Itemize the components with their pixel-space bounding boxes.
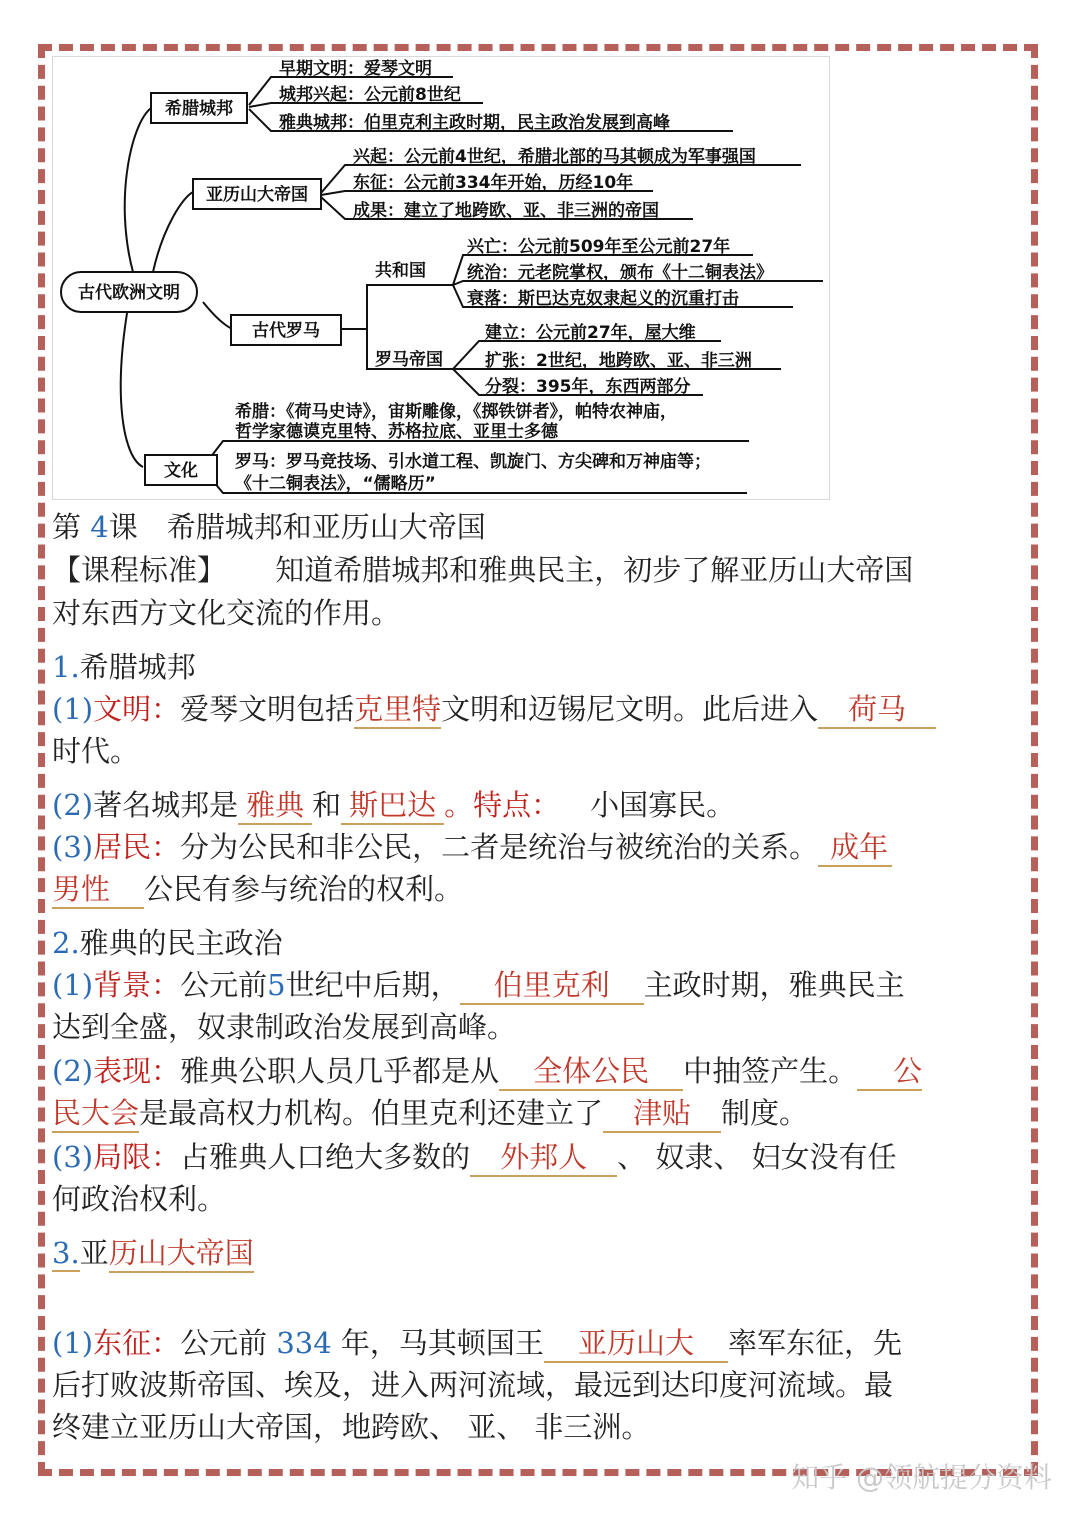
s1-p3-label: 居民： [93, 830, 181, 864]
answer-blank: 斯巴达 [341, 787, 444, 825]
s3-p1-line1 [52, 1323, 902, 1363]
s1-p1-num: (1) [52, 692, 94, 726]
s3-p1-line2: 后打败波斯帝国、埃及，进入两河流域，最远到达印度河流域。最 [52, 1368, 894, 1402]
section1-heading [52, 647, 196, 687]
mindmap-root: 古代欧洲文明 [78, 283, 180, 303]
s2-p2-num: (2) [52, 1054, 94, 1088]
mindmap-culture-line: 罗马：罗马竞技场、引水道工程、凯旋门、方尖碑和万神庙等； [235, 452, 711, 472]
answer-blank: 伯里克利 [460, 967, 644, 1005]
mindmap-greece-item: 城邦兴起：公元前8世纪 [279, 85, 461, 105]
mindmap-rome-label: 古代罗马 [252, 321, 320, 341]
s2-p2-text: 中抽签产生。 [683, 1054, 858, 1088]
s2-p2-line2 [52, 1093, 808, 1133]
mindmap-empire-item: 扩张：2世纪，地跨欧、亚、非三洲 [485, 351, 752, 371]
s2-p3-line2: 何政治权利。 [52, 1182, 227, 1216]
s3-p1-num: (1) [52, 1326, 94, 1360]
answer-blank: 成年 [818, 829, 892, 867]
answer-blank: 津贴 [603, 1095, 721, 1133]
mindmap-republic-item: 统治：元老院掌权，颁布《十二铜表法》 [467, 263, 773, 283]
s1-p3-line2 [52, 869, 463, 909]
s3-p1-text: 年，马其顿国王 [340, 1326, 544, 1360]
section1-num: 1. [52, 650, 80, 684]
standard-line-2: 对东西方文化交流的作用。 [52, 596, 401, 630]
answer-blank: 全体公民 [499, 1053, 683, 1091]
s2-p2-text: 制度。 [721, 1096, 809, 1130]
answer-blank: 民大会 [52, 1095, 139, 1133]
s3-p1-text: 公元前 [180, 1326, 268, 1360]
s2-p3-label: 局限： [93, 1140, 181, 1174]
s2-p1-line1 [52, 965, 905, 1005]
s1-p3-text: 分为公民和非公民，二者是统治与被统治的关系。 [180, 830, 819, 864]
s1-p2-text: 和 [312, 788, 342, 822]
s1-p3-line1 [52, 827, 892, 867]
mindmap-greece-item: 早期文明：爱琴文明 [279, 59, 432, 79]
mindmap-empire-item: 建立：公元前27年，屋大维 [485, 323, 696, 343]
answer-blank: 雅典 [238, 787, 312, 825]
lesson-title [52, 507, 486, 547]
standard-line-1 [52, 550, 913, 590]
mindmap-greece-item: 雅典城邦：伯里克利主政时期，民主政治发展到高峰 [279, 113, 670, 133]
mindmap-republic-label: 共和国 [375, 261, 426, 281]
s1-p3-num: (3) [52, 830, 94, 864]
s2-p1-number: 5 [267, 968, 286, 1002]
s1-p1-text: 爱琴文明包括 [180, 692, 355, 726]
s3-p1-line3: 终建立亚历山大帝国，地跨欧、 亚、 非三洲。 [52, 1410, 651, 1444]
answer-blank: 外邦人 [470, 1139, 617, 1177]
mindmap-empire-item: 分裂：395年，东西两部分 [485, 377, 691, 397]
s1-p2 [52, 785, 735, 825]
section2-title: 雅典的民主政治 [79, 926, 283, 960]
section1-title: 希腊城邦 [79, 650, 196, 684]
s1-p1-line1 [52, 689, 936, 729]
mindmap-alexander-item: 兴起：公元前4世纪，希腊北部的马其顿成为军事强国 [353, 147, 756, 167]
mindmap-alexander-item: 成果：建立了地跨欧、亚、非三洲的帝国 [353, 201, 659, 221]
s1-p3-text: 公民有参与统治的权利。 [144, 872, 464, 906]
mindmap-culture-line: 《十二铜表法》，“儒略历” [235, 474, 436, 494]
standard-text: 知道希腊城邦和雅典民主，初步了解亚历山大帝国 [275, 553, 914, 587]
s1-p2-text: 著名城邦是 [93, 788, 239, 822]
section3-title-underlined: 历山大帝国 [109, 1235, 254, 1273]
watermark: 知乎 @领航提分资料 [791, 1461, 1052, 1494]
answer-blank: 男性 [52, 871, 144, 909]
title-num: 4 [90, 510, 109, 544]
s3-p1-number: 334 [276, 1326, 332, 1360]
s2-p1-text: 主政时期，雅典民主 [643, 968, 905, 1002]
s2-p2-line1 [52, 1051, 922, 1091]
section2-heading [52, 923, 283, 963]
mindmap-republic-item: 衰落：斯巴达克奴隶起义的沉重打击 [467, 289, 739, 309]
s2-p3-num: (3) [52, 1140, 94, 1174]
s2-p1-num: (1) [52, 968, 94, 1002]
answer-blank: 亚历山大 [544, 1325, 728, 1363]
s3-p1-label: 东征： [93, 1326, 181, 1360]
section3-title: 亚 [79, 1236, 109, 1270]
s3-p1-text: 率军东征，先 [727, 1326, 902, 1360]
answer-blank: 公 [857, 1053, 922, 1091]
section3-num: 3. [52, 1236, 80, 1270]
s1-p2-text: 小国寡民。 [590, 788, 736, 822]
s1-p1-label: 文明： [93, 692, 181, 726]
mindmap-republic-item: 兴亡：公元前509年至公元前27年 [467, 237, 731, 257]
answer-blank: 荷马 [818, 691, 936, 729]
s2-p3-line1 [52, 1137, 897, 1177]
mindmap-culture-line: 希腊：《荷马史诗》，宙斯雕像，《掷铁饼者》，帕特农神庙， [235, 402, 677, 422]
mindmap-alexander-item: 东征：公元前334年开始，历经10年 [353, 173, 634, 193]
s2-p3-text: 、 奴隶、 妇女没有任 [617, 1140, 897, 1174]
s1-p1-text: 文明和迈锡尼文明。此后进入 [441, 692, 819, 726]
s1-p2-num: (2) [52, 788, 94, 822]
s2-p1-label: 背景： [93, 968, 181, 1002]
section2-num: 2. [52, 926, 80, 960]
mindmap-svg [53, 57, 829, 499]
s2-p1-line2: 达到全盛，奴隶制政治发展到高峰。 [52, 1010, 517, 1044]
s2-p2-text: 雅典公职人员几乎都是从 [180, 1054, 500, 1088]
mindmap-culture-line: 哲学家德谟克里特、苏格拉底、亚里士多德 [235, 422, 558, 442]
s2-p1-text: 公元前 [180, 968, 268, 1002]
title-rest: 课 希腊城邦和亚历山大帝国 [108, 510, 486, 544]
title-prefix: 第 [52, 510, 82, 544]
standard-label: 【课程标准】 [52, 553, 227, 587]
s1-p1-line2: 时代。 [52, 734, 140, 768]
mindmap-figure [52, 56, 830, 500]
section3-heading [52, 1233, 254, 1273]
s1-p2-label: 。特点： [444, 788, 561, 822]
s2-p2-label: 表现： [93, 1054, 181, 1088]
mindmap-culture-label: 文化 [164, 461, 198, 481]
mindmap-greece-label: 希腊城邦 [165, 99, 233, 119]
answer-blank: 克里特 [354, 691, 441, 729]
mindmap-empire-label: 罗马帝国 [375, 350, 443, 370]
mindmap-alexander-label: 亚历山大帝国 [206, 185, 308, 205]
s2-p1-text: 世纪中后期， [285, 968, 460, 1002]
s2-p2-text: 是最高权力机构。伯里克利还建立了 [139, 1096, 604, 1130]
s2-p3-text: 占雅典人口绝大多数的 [180, 1140, 471, 1174]
